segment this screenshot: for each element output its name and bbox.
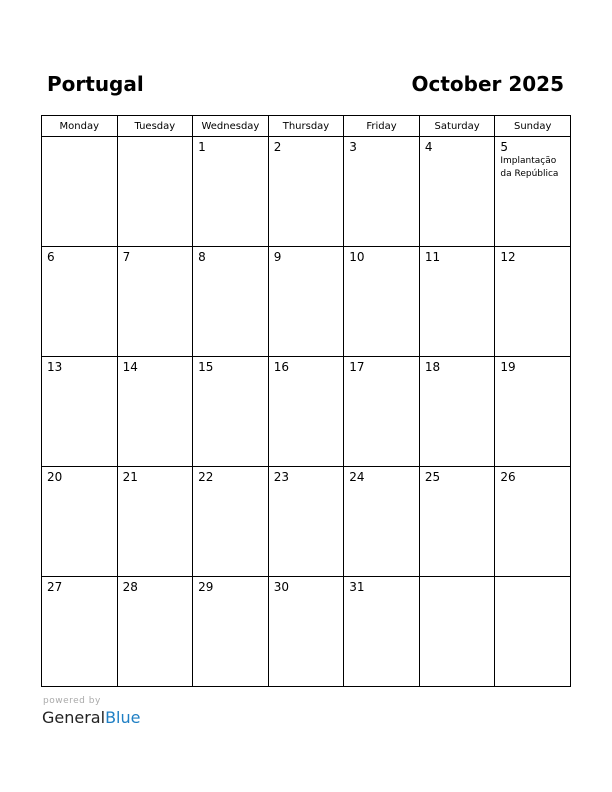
day-number: 28 [122, 580, 138, 594]
day-number: 21 [122, 470, 138, 484]
day-number: 10 [349, 250, 365, 264]
day-number [42, 137, 117, 140]
holiday-label: Implantação da República [500, 156, 559, 179]
day-number: 13 [47, 360, 63, 374]
day-cell [42, 577, 118, 687]
day-number: 14 [122, 360, 138, 374]
day-number: 4 [424, 140, 433, 154]
week-row-1 [42, 137, 571, 247]
day-cell [42, 247, 118, 357]
day-cell [117, 467, 193, 577]
day-cell [193, 357, 269, 467]
day-number: 29 [198, 580, 214, 594]
day-number: 24 [349, 470, 365, 484]
day-cell [117, 577, 193, 687]
day-number: 3 [349, 140, 357, 154]
day-cell [117, 357, 193, 467]
day-cell [42, 137, 118, 247]
day-cell [419, 137, 495, 247]
weekday-wednesday: Wednesday [193, 116, 269, 137]
day-number: 26 [500, 470, 516, 484]
day-number: 31 [349, 580, 365, 594]
day-number: 2 [273, 140, 282, 154]
day-cell [495, 247, 571, 357]
day-number: 12 [500, 250, 516, 264]
day-number: 18 [424, 360, 441, 374]
day-number: 1 [198, 140, 206, 154]
day-cell [344, 467, 420, 577]
day-number [420, 577, 495, 580]
month-year-title: October 2025 [411, 72, 564, 96]
weekday-header-row [42, 116, 571, 137]
day-cell [495, 357, 571, 467]
country-title: Portugal [47, 72, 144, 96]
day-cell [268, 467, 344, 577]
day-number: 23 [273, 470, 289, 484]
day-number: 30 [273, 580, 289, 594]
weekday-monday: Monday [42, 116, 118, 137]
day-cell [495, 577, 571, 687]
day-cell [42, 467, 118, 577]
day-cell [268, 137, 344, 247]
week-row-3 [42, 357, 571, 467]
day-cell [344, 577, 420, 687]
weekday-saturday: Saturday [419, 116, 495, 137]
day-number: 15 [198, 360, 214, 374]
day-cell [193, 467, 269, 577]
day-cell [495, 467, 571, 577]
week-row-5 [42, 577, 571, 687]
day-cell [344, 357, 420, 467]
day-number: 22 [198, 470, 214, 484]
weekday-friday: Friday [344, 116, 420, 137]
day-number: 17 [349, 360, 365, 374]
day-number: 6 [47, 250, 55, 264]
day-cell [419, 357, 495, 467]
brand-blue: Blue [105, 708, 141, 727]
day-cell [117, 137, 193, 247]
day-cell [344, 247, 420, 357]
day-cell [268, 577, 344, 687]
day-number [495, 577, 570, 580]
footer-branding [42, 696, 140, 728]
day-cell [419, 467, 495, 577]
day-number: 19 [500, 360, 516, 374]
day-cell [193, 247, 269, 357]
day-number: 16 [273, 360, 289, 374]
brand-general: General [42, 708, 106, 727]
week-row-4 [42, 467, 571, 577]
day-cell [268, 357, 344, 467]
day-cell [344, 137, 420, 247]
day-number: 11 [424, 250, 441, 264]
day-number: 9 [273, 250, 282, 264]
day-cell [193, 577, 269, 687]
day-cell [117, 247, 193, 357]
weekday-tuesday: Tuesday [117, 116, 193, 137]
day-number: 20 [47, 470, 63, 484]
week-row-2 [42, 247, 571, 357]
day-number: 8 [198, 250, 206, 264]
day-number [118, 137, 193, 140]
day-cell [268, 247, 344, 357]
day-number: 5 [500, 140, 509, 154]
day-cell [419, 247, 495, 357]
day-number: 7 [122, 250, 131, 264]
weekday-thursday: Thursday [268, 116, 344, 137]
day-cell [495, 137, 571, 247]
day-cell [193, 137, 269, 247]
day-number: 27 [47, 580, 63, 594]
calendar-grid [41, 115, 571, 687]
weekday-sunday: Sunday [495, 116, 571, 137]
generalblue-logo [42, 708, 140, 728]
powered-by-text: powered by [43, 696, 101, 706]
day-cell [419, 577, 495, 687]
day-cell [42, 357, 118, 467]
day-number: 25 [424, 470, 441, 484]
